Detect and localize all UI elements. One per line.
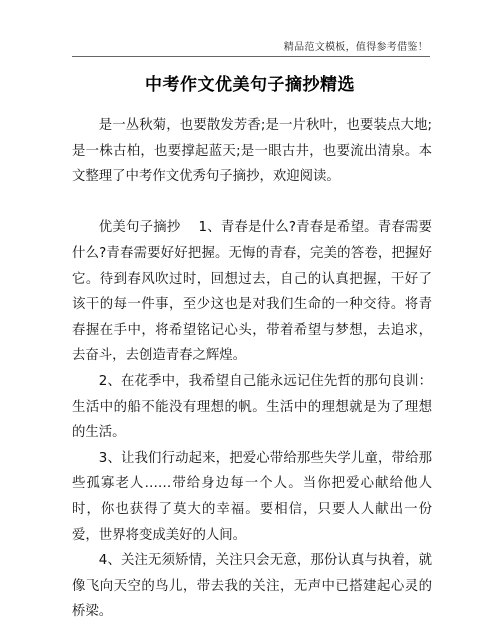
- document-title: 中考作文优美句子摘抄精选: [145, 75, 355, 95]
- header-note: 精品范文模板，值得参考借鉴！: [283, 42, 428, 53]
- header-divider: [72, 56, 430, 57]
- body-paragraph: 3、让我们行动起来，把爱心带给那些失学儿童，带给那些孤寡老人……带给身边每一个人。当你把爱心献给他人时，你也获得了莫大的幸福。要相信，只要人人献出一份爱，世界将变成美好的人间。: [72, 450, 432, 543]
- body-paragraph: 优美句子摘抄 1、青春是什么?青春是希望。青春需要什么?青春需要好好把握。无悔的青春，完美的答卷，把握好它。待到春风吹过时，回想过去，自己的认真把握，干好了该干的每一件事，至少这也是对我们生命的一种交待。将青春握在手中，将希望铭记心头，带着希望与梦想，去追求，去奋斗，去创造青春之辉煌。: [72, 220, 432, 364]
- body-paragraph: 4、关注无须矫情，关注只会无意，那份认真与执着，就像飞向天空的鸟儿，带去我的关注，无声中已搭建起心灵的桥梁。: [72, 553, 432, 620]
- intro-paragraph: 是一丛秋菊，也要散发芳香;是一片秋叶，也要装点大地;是一株古柏，也要撑起蓝天;是一眼古井，也要流出清泉。本文整理了中考作文优秀句子摘抄，欢迎阅读。: [72, 118, 432, 185]
- document-body: [72, 113, 432, 625]
- paragraph-spacer: [72, 190, 432, 216]
- body-paragraph: 2、在花季中，我希望自己能永远记住先哲的那句良训：生活中的船不能没有理想的帆。生活中的理想就是为了理想的生活。: [72, 373, 432, 441]
